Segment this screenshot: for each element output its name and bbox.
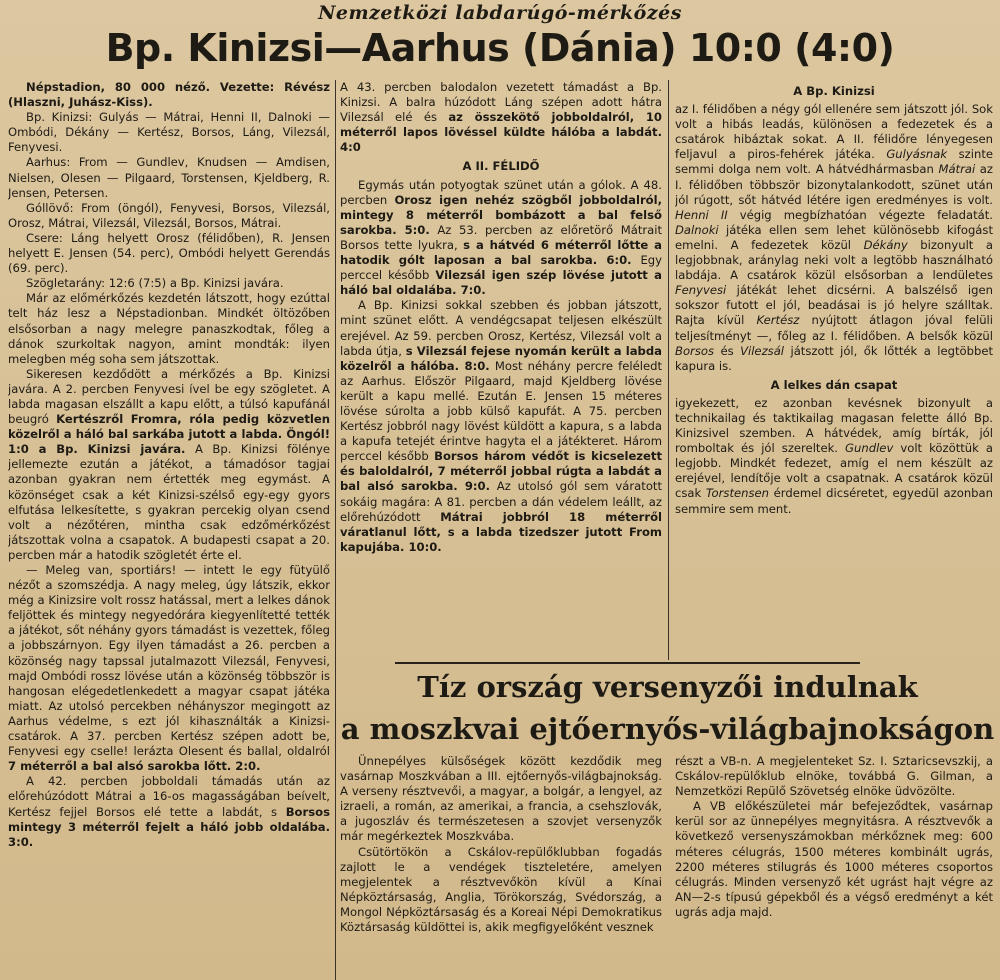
article-title-line-1: Tíz ország versenyzői indulnak bbox=[417, 670, 918, 704]
text-run: szinte semmi dolga nem volt. A hátvédhármasban bbox=[675, 147, 993, 177]
article2-column-2 bbox=[675, 754, 993, 980]
kicker: Nemzetközi labdarúgó-mérkőzés bbox=[318, 2, 682, 24]
goal-text: s a hátvéd 6 méterről lőtte a hatodik gólt laposan a bal sarokba. 6:0. bbox=[340, 237, 662, 268]
text-run: Az 53. percben az előretörő Mátrait Borsos tette lyukra, bbox=[340, 222, 662, 252]
scorers: Góllövő: From (öngól), Fenyvesi, Borsos, Vilezsál, Orosz, Mátrai, Vilezsál, Vilezsál, Borsos, Mátrai. bbox=[8, 200, 330, 230]
player-name: Gulyásnak bbox=[886, 147, 948, 162]
text-run: érdemel dicséretet, egyedül azonban semmire sem ment. bbox=[675, 486, 993, 516]
paragraph: Ünnepélyes külsőségek között kezdődik meg vasárnap Moszkvában a III. ejtőernyős-világbajnokság. A verseny résztvevői, a magyar, a bolgár, a lengyel, az izraeli, a román, az amerikai, a francia, a csehszlovák, a jugoszláv és természetesen a szovjet versenyzők már megérkeztek Moszkvába. bbox=[340, 754, 662, 844]
goal-text: Kertészről Fromra, róla pedig közvetlen közelről a háló bal sarkába jutott a labda. Öngól! 1:0 a Bp. Kinizsi javára. bbox=[8, 412, 330, 457]
article-separator bbox=[395, 662, 860, 664]
goal-text: Borsos mintegy 3 méterről fejelt a háló jobb oldalába. 3:0. bbox=[8, 804, 330, 849]
lineup-aarhus: Aarhus: From — Gundlev, Knudsen — Amdisen, Nielsen, Olesen — Pilgaard, Torstensen, Kjeldberg, R. Jensen, Petersen. bbox=[8, 155, 330, 200]
player-name: Dékány bbox=[863, 237, 908, 252]
column-rule bbox=[335, 80, 336, 980]
paragraph bbox=[8, 367, 330, 563]
lineup-kinizsi: Bp. Kinizsi: Gulyás — Mátrai, Henni II, Dalnoki — Ombódi, Dékány — Kertész, Borsos, Láng, Vilezsál, Fenyvesi. bbox=[8, 110, 330, 155]
paragraph bbox=[340, 80, 662, 155]
section-heading: A Bp. Kinizsi bbox=[793, 84, 875, 98]
text-run: — Meleg van, sportiárs! — intett le egy fütyülő nézőt a szomszédja. A nagy meleg, úgy látszik, ekkor még a Kinizsire volt rossz hatással, mert a lelkes dánok feljöttek és mintegy negyedórára kiegyenlítetté tették a játékot, sőt néhány gyors támadást is vezettek, főleg a jobbszárnyon. Egy ilyen támadást a 26. percben a közönség nagy tapssal jutalmazott Vilezsál, Fenyvesi, majd Ombódi rossz lövése után a közönség többször is hangosan elégedetlenkedett a magyar csapat játéka miatt. Az utolsó percekben néhányszor megingott az Aarhus védelme, s ezt jól kihasználták a Kinizsi-csatárok. A 37. percben Kertész szépen adott be, Fenyvesi egy cselle! lerázta Olesent és ballal, oldalról bbox=[8, 563, 330, 759]
goal-text: s Vilezsál fejese nyomán került a labda közelről a hálóba. 8:0. bbox=[340, 343, 662, 373]
text-run: játéka ellen sem lehet különösebb kifogást emelni. A fedezetek közül bbox=[675, 222, 993, 252]
text-run: Sikeresen kezdődött a mérkőzés a Bp. Kinizsi javára. A 2. percben Fenyvesi ível be egy szögletet. A labda magasan elszállt a kapu előtt, a túlsó kapufánál beugró bbox=[8, 366, 330, 427]
text-run: volt közöttük a legjobb. Mindkét fedezet, amíg el nem készült az erejével, lendítője volt a csapatnak. A csatárok közül csak bbox=[675, 441, 993, 501]
paragraph bbox=[340, 298, 662, 555]
article-column-2 bbox=[340, 80, 662, 660]
text-run: az I. félidőben többször bizonytalankodott, szünet után jól rúgott, sőt hátvéd létére igen eredményes is volt. bbox=[675, 162, 993, 207]
text-run: A 42. percben jobboldali támadás után az előrehúzódott Mátrai a 16-os magasságában beívelt, Kertész fejjel Borsos elé tette a labdát, s bbox=[8, 774, 330, 819]
player-name: Borsos bbox=[675, 343, 714, 358]
goal-text: Vilezsál igen szép lövése jutott a háló bal oldalába. 7:0. bbox=[340, 268, 662, 298]
paragraph bbox=[675, 102, 993, 374]
player-name: Henni II bbox=[675, 207, 728, 222]
text-run: játékát lehet dicsérni. A balszélső igen sokszor futott el jól, beadásai is jó helyre szálltak. Rajta kívül bbox=[675, 283, 993, 328]
text-run: végig megbízhatóan végezte feladatát. bbox=[727, 207, 993, 222]
goal-text: 7 méterről a bal alsó sarokba lőtt. 2:0. bbox=[8, 759, 261, 774]
goal-text: az összekötő jobboldalról, 10 méterről lapos lövéssel küldte hálóba a labdát. 4:0 bbox=[340, 110, 662, 155]
paragraph: Csütörtökön a Cskálov-repülőklubban fogadás zajlott le a vendégek tiszteletére, amelyen megjelentek a résztvevőkön kívül a Kínai Népköztársaság, Anglia, Törökország, Svédország, a Mongol Népköztársaság és a Koreai Népi Demokratikus Köztársaság küldöttei is, akik megfigyelőként vesznek bbox=[340, 844, 662, 935]
paragraph bbox=[8, 563, 330, 774]
player-name: Dalnoki bbox=[675, 222, 719, 237]
text-run: nyújtott átlagon jóval felüli teljesítményt —, főleg az I. félidőben. A belsők közül bbox=[675, 313, 993, 343]
paragraph: részt a VB-n. A megjelenteket Sz. I. Sztaricsevszkij, a Cskálov-repülőklub elnöke, továbbá G. Gilman, a Nemzetközi Repülő Szövetség elnöke üdvözölte. bbox=[675, 754, 993, 799]
player-name: Fenyvesi bbox=[675, 283, 727, 298]
headline: Bp. Kinizsi—Aarhus (Dánia) 10:0 (4:0) bbox=[105, 26, 895, 70]
article-title-line-2: a moszkvai ejtőernyős-világbajnokságon bbox=[340, 712, 995, 746]
section-heading: A lelkes dán csapat bbox=[770, 377, 898, 392]
paragraph bbox=[8, 774, 330, 849]
text-run: Most néhány percre feléledt az Aarhus. Először Pilgaard, majd Kjeldberg lövése került a kapu mellé. Ezután E. Jensen 15 méteres lövése súrolta a jobb külső kapufát. A 75. percben Kertész jobbról nagy lövést küldött a kapura, s a labda a kapufa tetejét érintve hagyta el a játékteret. Három perccel később bbox=[340, 358, 662, 464]
text-run: A 43. percben balodalon vezetett támadást a Bp. Kinizsi. A balra húzódott Láng szépen adott hátra Vilezsál elé és bbox=[340, 80, 662, 125]
goal-text: Orosz igen nehéz szögből jobboldalról, mintegy 8 méterről bombázott a bal felső sarokba. 5:0. bbox=[340, 192, 662, 237]
text-run: igyekezett, ez azonban kevésnek bizonyult a technikailag és taktikailag magasan felette álló Bp. Kinizsivel szemben. A hátvédek, amíg bírták, jól romboltak és jól szereltek. bbox=[675, 395, 993, 456]
paragraph: Már az előmérkőzés kezdetén látszott, hogy ezúttal telt ház lesz a Népstadionban. Mindkét öltözőben elsősorban a nagy melegre panaszkodtak, főleg a dánok szurkoltak nagyon, amint mondták: ilyen melegben még soha sem játszottak. bbox=[8, 291, 330, 366]
text-run: játszott jól, ők lőtték a legtöbbet kapura is. bbox=[675, 343, 993, 373]
player-name: Torstensen bbox=[705, 486, 769, 501]
substitutions: Csere: Láng helyett Orosz (félidőben), R. Jensen helyett E. Jensen (54. perc), Ombódi helyett Gerendás (69. perc). bbox=[8, 230, 330, 276]
match-info: Népstadion, 80 000 néző. Vezette: Révész (Hlaszni, Juhász-Kiss). bbox=[8, 80, 330, 110]
goal-text: Borsos három védőt is kicselezett és baloldalról, 7 méterről jobbal rúgta a labdát a bal alsó sarokba. 9:0. bbox=[340, 449, 662, 494]
player-name: Mátrai bbox=[938, 162, 976, 177]
goal-text: Mátrai jobbról 18 méterről váratlanul lőtt, s a labda tizedszer jutott From kapujába. 10:0. bbox=[340, 509, 662, 554]
player-name: Vilezsál bbox=[740, 343, 785, 358]
text-run: Egymás után potyogtak szünet után a gólok. A 48. percben bbox=[340, 177, 662, 207]
text-run: Egy perccel később bbox=[340, 253, 662, 283]
text-run: Az utolsó gól sem váratott sokáig magára: A 81. percben a dán védelem leállt, az előrehúzódott bbox=[340, 479, 662, 524]
article2-column-1 bbox=[340, 754, 662, 980]
text-run: bizonyult a legjobbnak, aránylag neki volt a legtöbb használható labdája. A csatárok közül elsősorban a lendületes bbox=[675, 237, 993, 283]
text-run: A Bp. Kinizsi fölénye jellemezte ezután a játékot, a támadósor tagjai azonban gyakran nem értették meg egymást. A közönséget csak a két Kinizsi-szélső egy-egy gyors elfutása lelkesítette, s gyakran percekig olyan csend volt a nézőtéren, mintha csak edzőmérkőzést játszottak volna a csapatok. A budapesti csapat a 20. percben már a hatodik szögletét érte el. bbox=[8, 442, 330, 562]
article-column-3 bbox=[675, 80, 993, 660]
player-name: Gundlev bbox=[845, 441, 894, 456]
paragraph: A VB előkészületei már befejeződtek, vasárnap kerül sor az ünnepélyes megnyitásra. A résztvevők a következő versenyszámokban mérkőznek meg: 600 méteres célugrás, 1500 méteres kombinált ugrás, 2200 méteres stilugrás és 1000 méteres csoportos célugrás. Minden versenyző két ugrást hajt végre az AN—2-s típusú gépekből és a végső eredményt a két ugrás adja majd. bbox=[675, 799, 993, 919]
text-run: A Bp. Kinizsi sokkal szebben és jobban játszott, mint szünet előtt. A vendégcsapat teljesen elkészült erejével. Az 59. percben Orosz, Kertész, Vilezsál volt a labda útja, bbox=[340, 298, 662, 358]
article-column-1 bbox=[8, 80, 330, 980]
paragraph bbox=[675, 396, 993, 517]
column-rule bbox=[668, 80, 669, 660]
text-run: és bbox=[714, 343, 741, 358]
text-run: az I. félidőben a négy gól ellenére sem játszott jól. Sok volt a hibás leadás, különösen a fedezetek és a csatárok hibáztak sokat. A II. félidőre lényegesen feljavul a piros-fehérek játéka. bbox=[675, 102, 993, 162]
corner-ratio: Szögletarány: 12:6 (7:5) a Bp. Kinizsi javára. bbox=[26, 276, 284, 291]
section-heading: A II. FÉLIDŐ bbox=[462, 159, 540, 174]
paragraph bbox=[340, 178, 662, 299]
player-name: Kertész bbox=[756, 313, 800, 328]
